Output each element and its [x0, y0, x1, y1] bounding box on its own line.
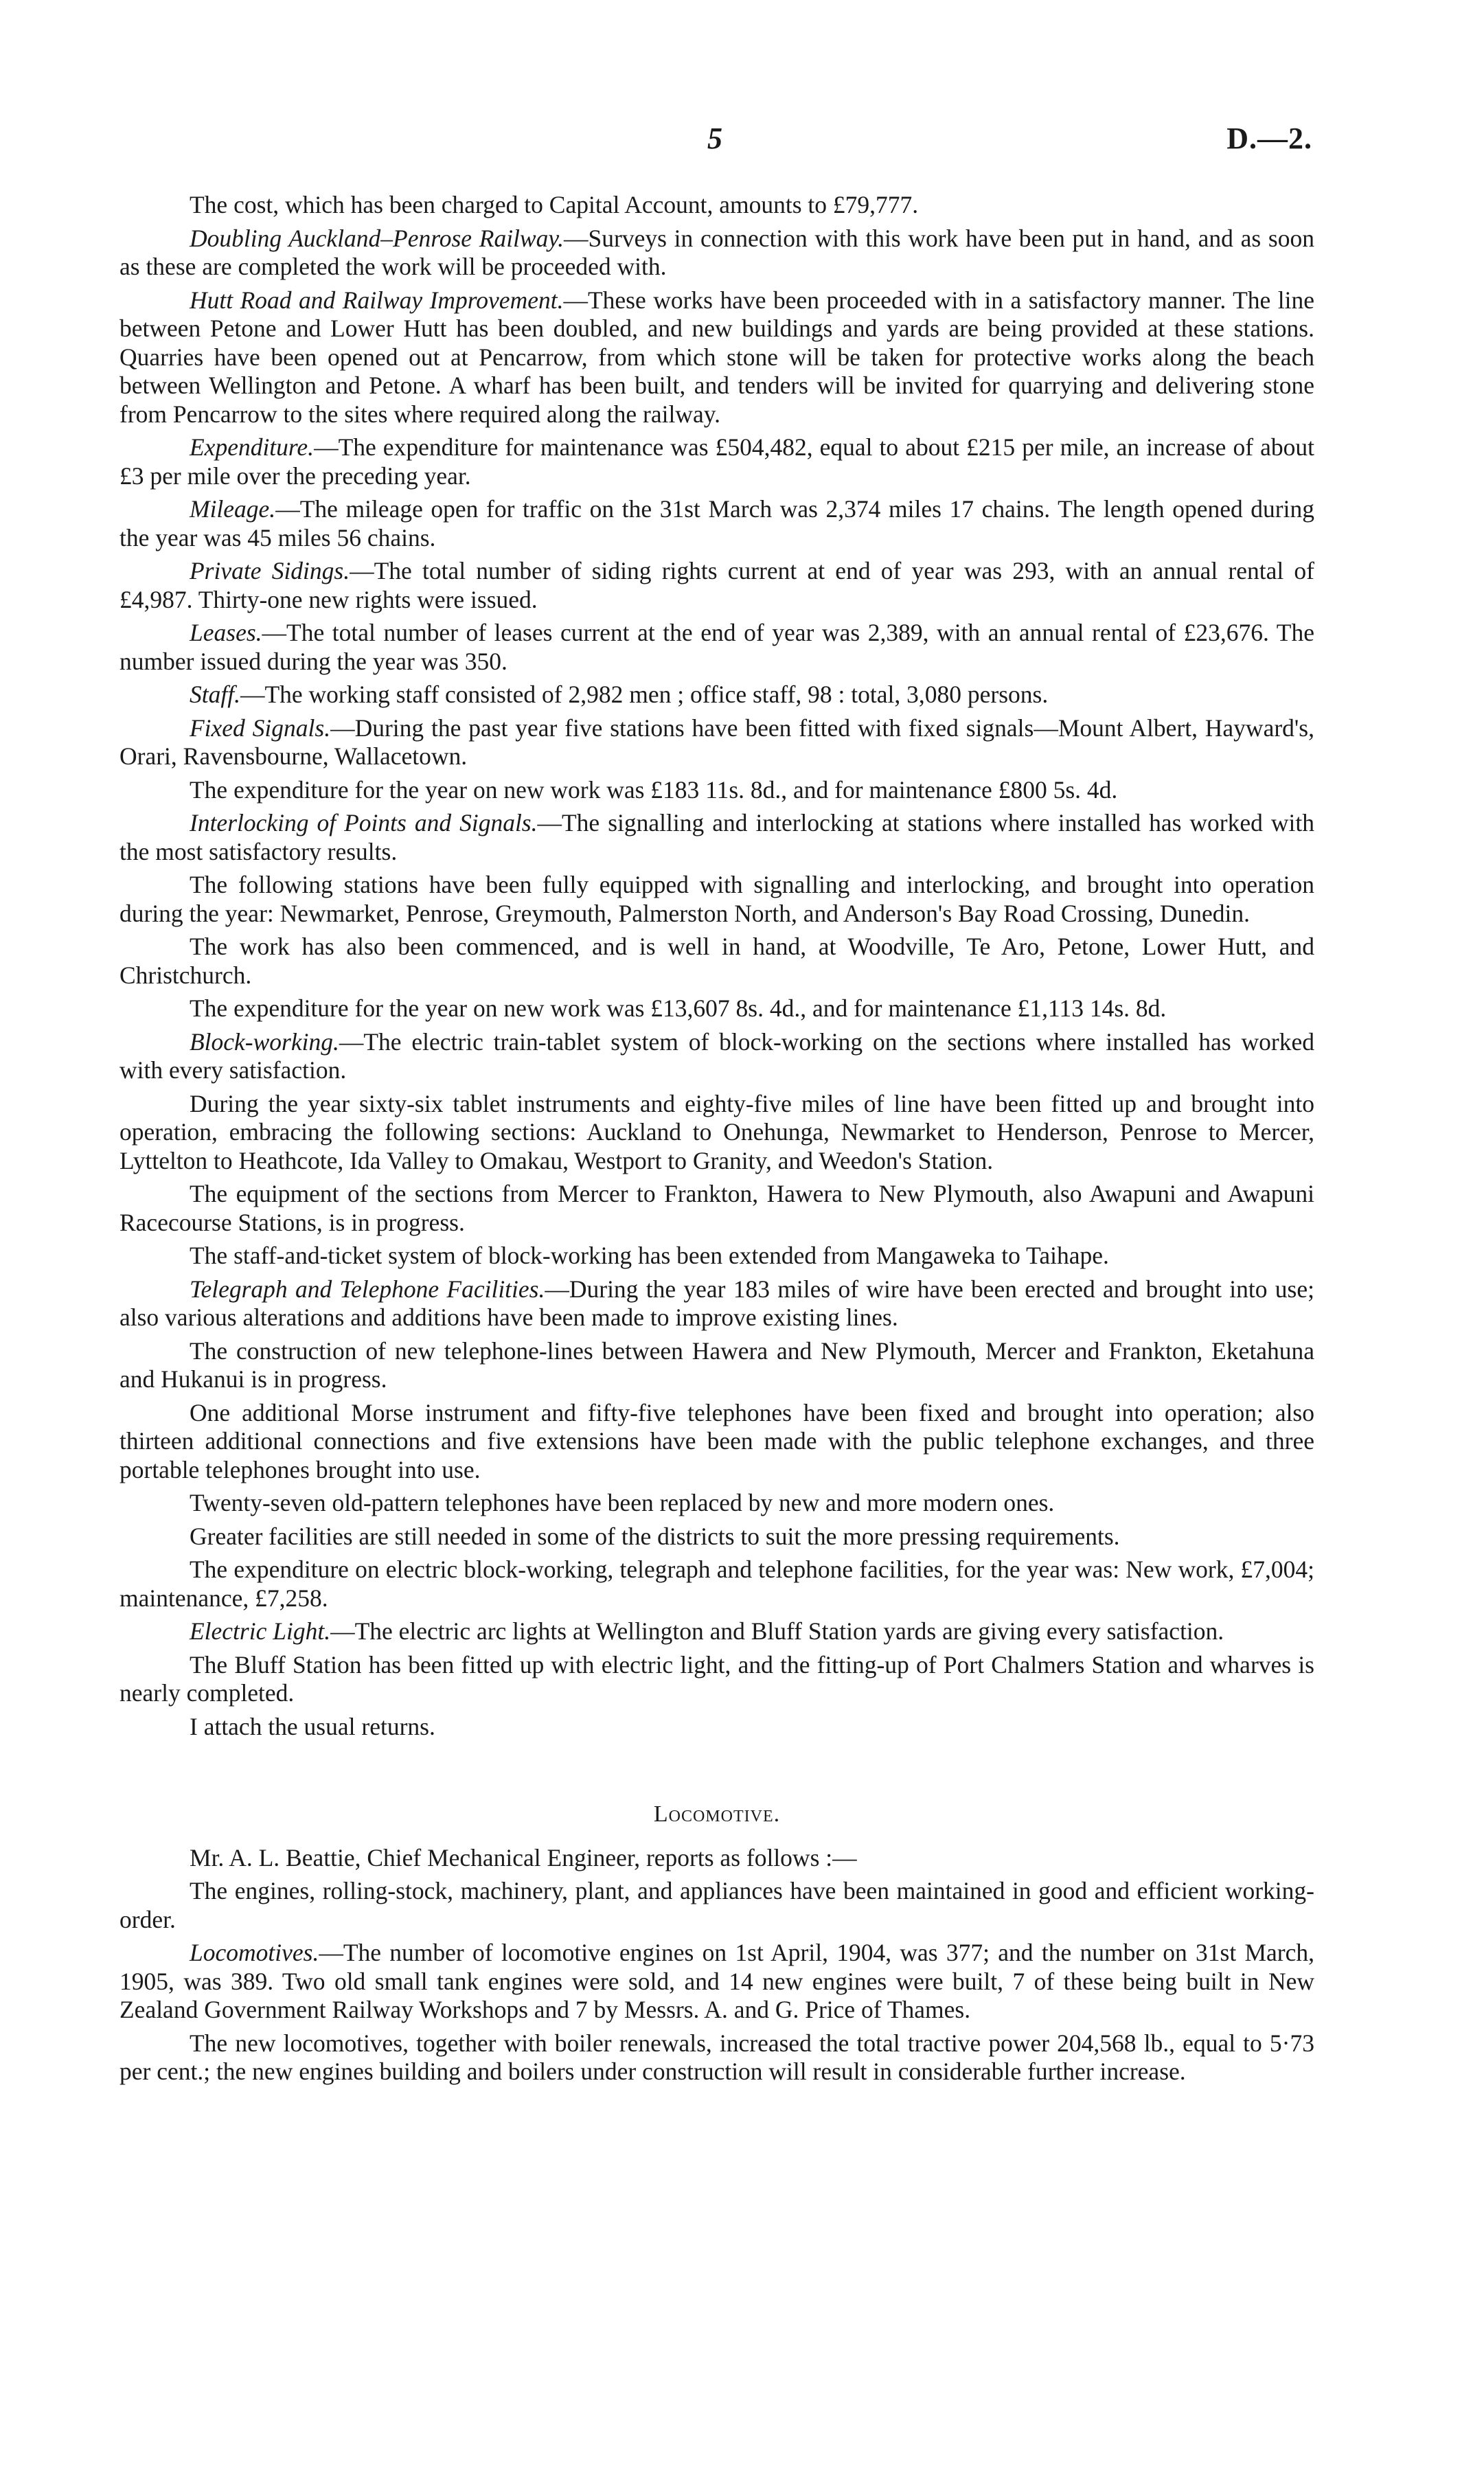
- paragraph-text: One additional Morse instrument and fifty-five telephones have been fixed and brought into operation; also thirteen additional connections and five extensions have been made with the public telephone exchanges, and three portable telephones brought into use.: [119, 1398, 1314, 1483]
- paragraph-text: —Surveys in connection with this work have been put in hand, and as soon as these are completed the work will be proceeded with.: [119, 224, 1314, 280]
- paragraph-text: Twenty-seven old-pattern telephones have been replaced by new and more modern ones.: [190, 1489, 1055, 1516]
- paragraph-lead: Fixed Signals.: [190, 714, 331, 742]
- paragraph-text: The expenditure for the year on new work was £13,607 8s. 4d., and for maintenance £1,113 14s. 8d.: [190, 994, 1167, 1022]
- paragraph-text: The new locomotives, together with boiler renewals, increased the total tractive power 204,568 lb., equal to 5·73 per cent.; the new engines building and boilers under construction will result in considerable further increase.: [119, 2029, 1314, 2085]
- paragraph-lead: Telegraph and Telephone Facilities.: [190, 1275, 545, 1303]
- paragraph: [119, 619, 1314, 676]
- paragraph-text: I attach the usual returns.: [190, 1712, 435, 1740]
- paragraph-text: The equipment of the sections from Mercer to Frankton, Hawera to New Plymouth, also Awapuni and Awapuni Racecourse Stations, is in progress.: [119, 1180, 1314, 1236]
- paragraph: [119, 1489, 1314, 1518]
- paragraph-lead: Hutt Road and Railway Improvement.: [190, 286, 564, 314]
- paragraph-lead: Staff.: [190, 681, 240, 708]
- paragraph-lead: Locomotives.: [190, 1939, 319, 1966]
- paragraph: [119, 1939, 1314, 2025]
- paragraph-text: —The mileage open for traffic on the 31st March was 2,374 miles 17 chains. The length opened during the year was 45 miles 56 chains.: [119, 495, 1314, 551]
- paragraph-lead: Private Sidings.: [190, 557, 350, 584]
- paragraph-lead: Mileage.: [190, 495, 276, 523]
- paragraph: [119, 1090, 1314, 1176]
- paragraph-text: —During the past year five stations have been fitted with fixed signals—Mount Albert, Hayward's, Orari, Ravensbourne, Wallacetown.: [119, 714, 1314, 770]
- paragraph-text: —During the year 183 miles of wire have been erected and brought into use; also various alterations and additions have been made to improve existing lines.: [119, 1275, 1314, 1331]
- paragraph: [119, 1523, 1314, 1551]
- paragraph: [119, 1556, 1314, 1613]
- paragraph-text: Greater facilities are still needed in some of the districts to suit the more pressing requirements.: [190, 1522, 1120, 1550]
- paragraph: [119, 1617, 1314, 1646]
- paragraph: [119, 776, 1314, 805]
- paragraph-text: —The electric arc lights at Wellington and Bluff Station yards are giving every satisfaction.: [330, 1617, 1224, 1645]
- paragraph-lead: Doubling Auckland–Penrose Railway.: [190, 224, 564, 252]
- paragraph-text: The engines, rolling-stock, machinery, plant, and appliances have been maintained in good and efficient working-order.: [119, 1877, 1314, 1933]
- section-heading: Locomotive.: [653, 1801, 781, 1827]
- paragraph-text: —The total number of siding rights current at end of year was 293, with an annual rental of £4,987. Thirty-one new rights were issued.: [119, 557, 1314, 613]
- paragraph: [119, 225, 1314, 282]
- paragraph-text: The cost, which has been charged to Capital Account, amounts to £79,777.: [190, 191, 919, 218]
- paragraph-lead: Electric Light.: [190, 1617, 331, 1645]
- paragraph-text: The Bluff Station has been fitted up with electric light, and the fitting-up of Port Chalmers Station and wharves is nearly completed.: [119, 1650, 1314, 1707]
- paragraph: [119, 1180, 1314, 1237]
- paragraph-lead: Block-working.: [190, 1027, 339, 1056]
- paragraph: [119, 1877, 1314, 1934]
- page-number: 5: [707, 122, 722, 155]
- paragraph: [119, 2029, 1314, 2086]
- paragraph: [119, 1275, 1314, 1332]
- paragraph-lead: Leases.: [190, 619, 262, 646]
- paragraph-text: —The total number of leases current at the end of year was 2,389, with an annual rental of £23,676. The number issued during the year was 350.: [119, 619, 1314, 675]
- paragraph: [119, 1337, 1314, 1394]
- paragraph: [119, 1651, 1314, 1708]
- paragraph: [119, 1844, 1314, 1873]
- paragraph: [119, 557, 1314, 614]
- paragraph: [119, 1399, 1314, 1485]
- document-reference: D.—2.: [1226, 122, 1312, 155]
- paragraph: [119, 1713, 1314, 1742]
- paragraph-text: The expenditure on electric block-working, telegraph and telephone facilities, for the year was: New work, £7,004; maintenance, £7,258.: [119, 1556, 1314, 1612]
- paragraph-text: —The working staff consisted of 2,982 men ; office staff, 98 : total, 3,080 persons.: [240, 681, 1049, 708]
- paragraph: [119, 286, 1314, 429]
- paragraph-text: —The expenditure for maintenance was £504,482, equal to about £215 per mile, an increase of about £3 per mile over the preceding year.: [119, 433, 1314, 490]
- paragraph-text: The construction of new telephone-lines between Hawera and New Plymouth, Mercer and Frankton, Eketahuna and Hukanui is in progress.: [119, 1336, 1314, 1393]
- paragraph-text: Mr. A. L. Beattie, Chief Mechanical Engineer, reports as follows :—: [190, 1843, 857, 1871]
- paragraph: [119, 994, 1314, 1023]
- paragraph-lead: Expenditure.: [190, 433, 315, 461]
- paragraph: [119, 681, 1314, 709]
- paragraph-text: —The electric train-tablet system of block-working on the sections where installed has worked with every satisfaction.: [119, 1027, 1314, 1084]
- paragraph: [119, 809, 1314, 866]
- paragraph: [119, 871, 1314, 928]
- paragraph-lead: Interlocking of Points and Signals.: [190, 809, 538, 836]
- paragraph: [119, 1242, 1314, 1271]
- paragraph: [119, 933, 1314, 990]
- paragraph-text: The following stations have been fully equipped with signalling and interlocking, and brought into operation during the year: Newmarket, Penrose, Greymouth, Palmerston North, and Anderson's Bay Road Crossing, Dunedin.: [119, 871, 1314, 927]
- paragraph-text: The expenditure for the year on new work was £183 11s. 8d., and for maintenance £800 5s. 4d.: [190, 775, 1118, 804]
- paragraph: [119, 495, 1314, 552]
- paragraph: [119, 1028, 1314, 1085]
- paragraph-text: —These works have been proceeded with in a satisfactory manner. The line between Petone and Lower Hutt has been doubled, and new buildings and yards are being provided at these stations. Quarries have been opened out at Pencarrow, from which stone will be taken for protective works along the beach between Wellington and Petone. A wharf has been built, and tenders will be invited for quarrying and delivering stone from Pencarrow to the sites where required along the railway.: [119, 286, 1314, 428]
- paragraph-text: —The number of locomotive engines on 1st April, 1904, was 377; and the number on 31st March, 1905, was 389. Two old small tank engines were sold, and 14 new engines were built, 7 of these being built in New Zealand Government Railway Workshops and 7 by Messrs. A. and G. Price of Thames.: [119, 1939, 1314, 2023]
- body-text: [119, 191, 1314, 2091]
- paragraph: [119, 714, 1314, 771]
- paragraph-text: The work has also been commenced, and is well in hand, at Woodville, Te Aro, Petone, Lower Hutt, and Christchurch.: [119, 933, 1314, 989]
- paragraph: [119, 433, 1314, 490]
- paragraph-text: During the year sixty-six tablet instruments and eighty-five miles of line have been fitted up and brought into operation, embracing the following sections: Auckland to Onehunga, Newmarket to Henderson, Penrose to Mercer, Lyttelton to Heathcote, Ida Valley to Omakau, Westport to Granity, and Weedon's Station.: [119, 1089, 1314, 1174]
- paragraph: [119, 191, 1314, 220]
- paragraph-text: —The signalling and interlocking at stations where installed has worked with the most satisfactory results.: [119, 809, 1314, 865]
- paragraph-text: The staff-and-ticket system of block-working has been extended from Mangaweka to Taihape.: [190, 1242, 1109, 1269]
